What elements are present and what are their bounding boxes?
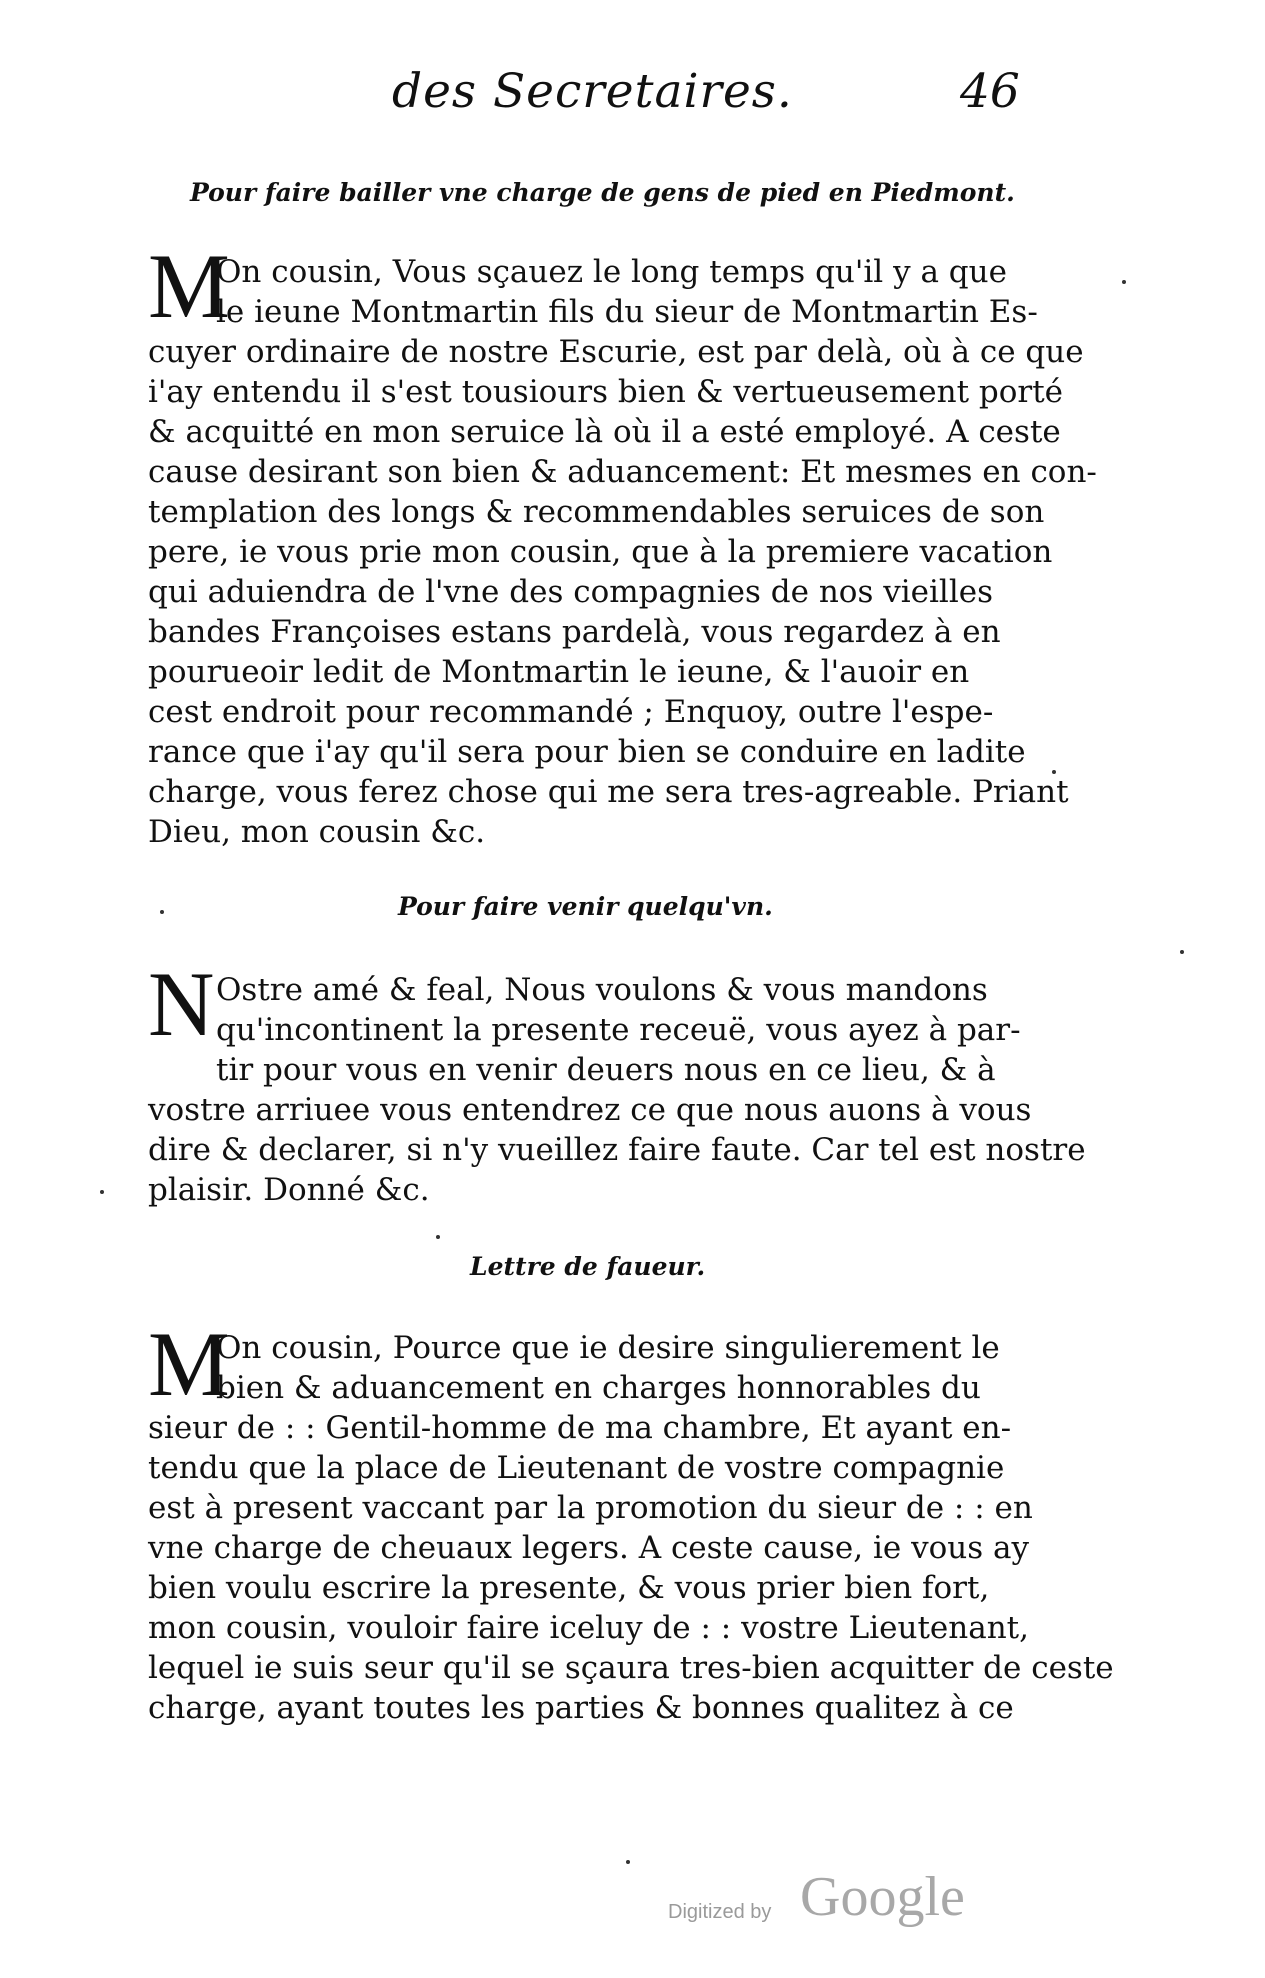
scan-speck [1122,280,1126,284]
text-line: templation des longs & recommendables seruices de son [148,494,1045,530]
text-line: cuyer ordinaire de nostre Escurie, est par delà, où à ce que [148,334,1084,370]
drop-cap: M [148,235,230,337]
running-title: des Secretaires. [392,64,793,119]
digitized-by-google-watermark [668,1865,1008,1935]
section-title: Pour faire bailler vne charge de gens de pied en Piedmont. [190,178,1015,207]
text-line: qui aduiendra de l'vne des compagnies de nos vieilles [148,574,993,610]
scan-speck [436,1235,440,1239]
text-line: Ostre amé & feal, Nous voulons & vous mandons [216,972,988,1008]
text-line: mon cousin, vouloir faire iceluy de : : vostre Lieutenant, [148,1610,1029,1646]
text-line: charge, vous ferez chose qui me sera tres-agreable. Priant [148,774,1069,810]
text-line: lequel ie suis seur qu'il se sçaura tres-bien acquitter de ceste [148,1650,1114,1686]
scan-speck [1180,950,1184,954]
scan-speck [626,1860,630,1864]
text-line: i'ay entendu il s'est tousiours bien & vertueusement porté [148,374,1064,410]
text-line: On cousin, Pource que ie desire singulierement le [216,1330,1000,1366]
scan-speck [100,1190,104,1194]
text-line: pere, ie vous prie mon cousin, que à la premiere vacation [148,534,1053,570]
section-title: Lettre de faueur. [470,1252,706,1281]
text-line: sieur de : : Gentil-homme de ma chambre, Et ayant en- [148,1410,1012,1446]
text-line: bien voulu escrire la presente, & vous prier bien fort, [148,1570,990,1606]
watermark-prefix: Digitized by [668,1901,772,1923]
text-line: dire & declarer, si n'y vueillez faire faute. Car tel est nostre [148,1132,1086,1168]
drop-cap: M [148,1313,230,1415]
text-line: & acquitté en mon seruice là où il a esté employé. A ceste [148,414,1061,450]
text-line: pourueoir ledit de Montmartin le ieune, & l'auoir en [148,654,970,690]
text-line: le ieune Montmartin fils du sieur de Montmartin Es- [216,294,1038,330]
text-line: est à present vaccant par la promotion du sieur de : : en [148,1490,1033,1526]
google-logo: Google [800,1866,965,1928]
section-title: Pour faire venir quelqu'vn. [398,892,773,921]
text-line: tir pour vous en venir deuers nous en ce lieu, & à [216,1052,996,1088]
text-line: bandes Françoises estans pardelà, vous regardez à en [148,614,1001,650]
text-line: bien & aduancement en charges honnorables du [216,1370,981,1406]
text-line: plaisir. Donné &c. [148,1172,430,1208]
text-line: tendu que la place de Lieutenant de vostre compagnie [148,1450,1005,1486]
text-line: On cousin, Vous sçauez le long temps qu'il y a que [216,254,1007,290]
scan-speck [160,910,164,914]
scan-speck [1052,770,1056,774]
text-line: qu'incontinent la presente receuë, vous ayez à par- [216,1012,1021,1048]
drop-cap: N [148,953,215,1055]
text-line: vostre arriuee vous entendrez ce que nous auons à vous [148,1092,1032,1128]
text-line: cause desirant son bien & aduancement: Et mesmes en con- [148,454,1097,490]
text-line: cest endroit pour recommandé ; Enquoy, outre l'espe- [148,694,994,730]
text-line: rance que i'ay qu'il sera pour bien se conduire en ladite [148,734,1026,770]
text-line: Dieu, mon cousin &c. [148,814,486,850]
text-line: charge, ayant toutes les parties & bonnes qualitez à ce [148,1690,1014,1726]
text-line: vne charge de cheuaux legers. A ceste cause, ie vous ay [148,1530,1030,1566]
page-number: 46 [960,64,1020,119]
